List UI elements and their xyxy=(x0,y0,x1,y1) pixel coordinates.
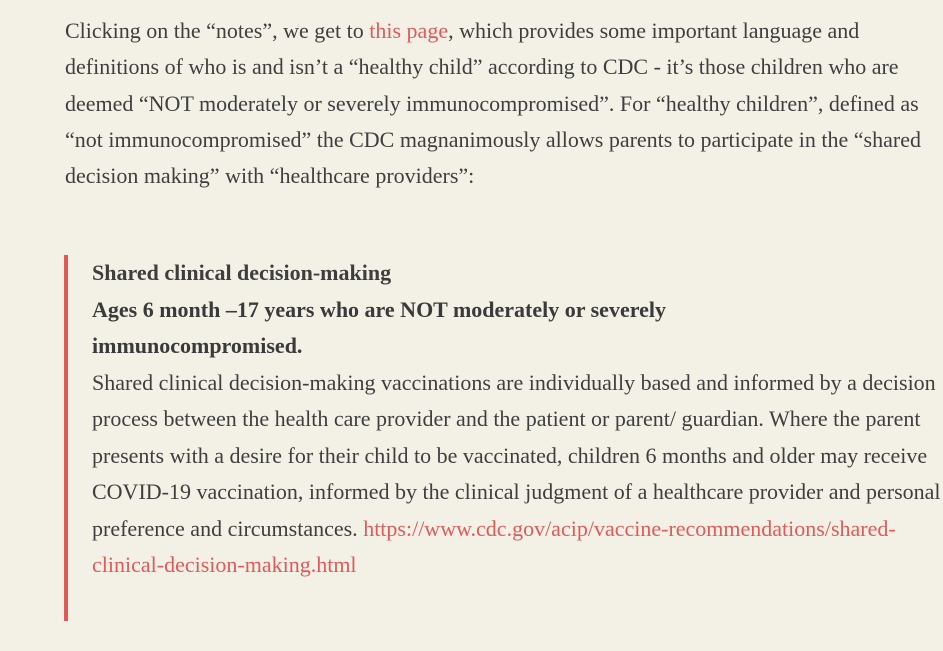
this-page-link[interactable]: this page xyxy=(369,18,449,43)
blockquote xyxy=(64,255,940,621)
quote-title: Shared clinical decision-making xyxy=(92,260,392,285)
cdc-url-link[interactable]: https://www.cdc.gov/acip/vaccine-recommendations/shared-clinical-decision-making.html xyxy=(92,515,896,577)
intro-text-part1: Clicking on the “notes”, we get to xyxy=(65,18,370,43)
quote-body xyxy=(92,365,942,584)
intro-paragraph xyxy=(65,13,933,194)
quote-body-text: Shared clinical decision-making vaccinations are individually based and informed by a decision process between the health care provider and the patient or parent/ guardian. Where the parent presents with a desire for their child to be vaccinated, children 6 months and older may receive COVID-19 vaccination, informed by the clinical judgment of a healthcare provider and personal preference and circumstances. xyxy=(92,369,941,541)
quote-subtitle: Ages 6 month –17 years who are NOT moderately or severely immunocompromised. xyxy=(92,296,666,358)
intro-text-part2: , which provides some important language and definitions of who is and isn’t a “healthy child” according to CDC - it’s those children who are deemed “NOT moderately or severely immunocompromised”. For “healthy children”, defined as “not immunocompromised” the CDC magnanimously allows parents to participate in the “shared decision making” with “healthcare providers”: xyxy=(65,18,921,189)
